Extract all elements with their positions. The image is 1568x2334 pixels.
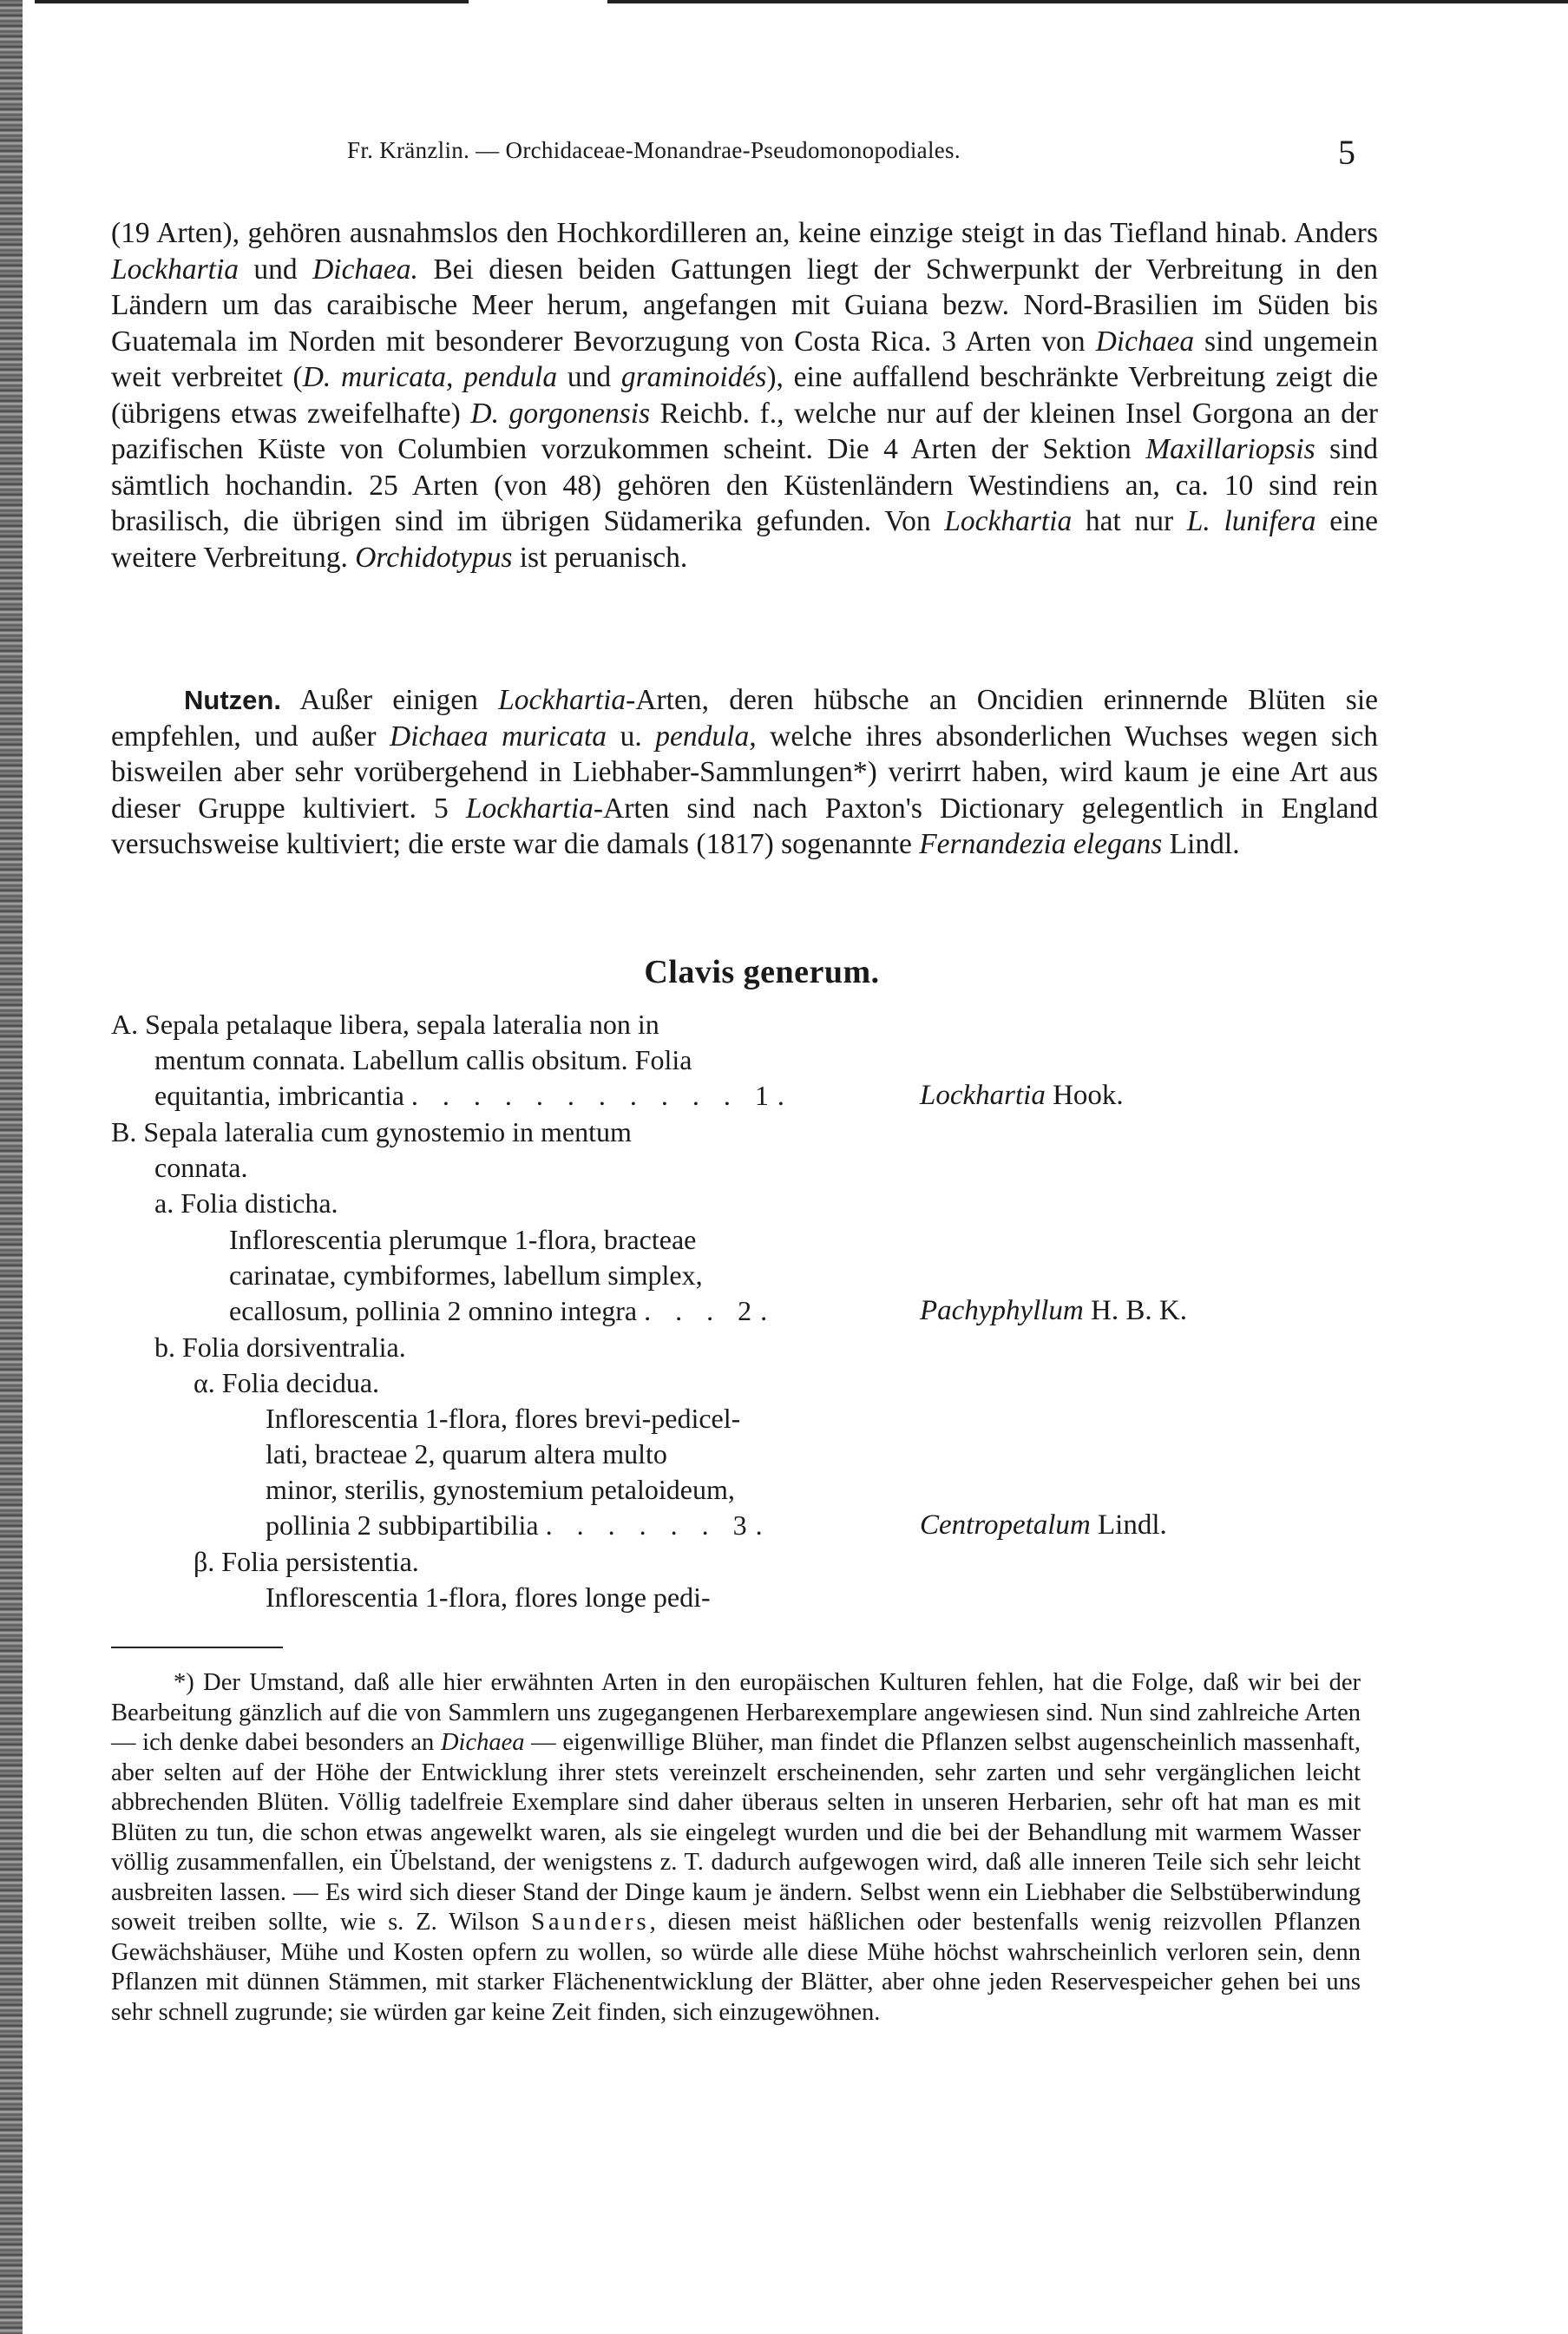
key-line: a. Folia disticha. bbox=[154, 1187, 338, 1219]
paragraph-nutzen: Nutzen. Außer einigen Lockhartia-Arten, deren hübsche an Oncidien erinnernde Blüten sie empfehlen, und außer Dichaea muricata u. pendula, welche ihres absonderlichen Wuchses wegen sich bisweilen aber sehr vorübergehend in Liebhaber-Sammlungen*) verirrt haben, wird kaum je eine Art aus dieser Gruppe kultiviert. 5 Lockhartia-Arten sind nach Paxton's Dictionary gelegentlich in England versuchsweise kultiviert; die erste war die damals (1817) sogenannte Fernandezia elegans Lindl. bbox=[111, 684, 1378, 860]
key-line: B. Sepala lateralia cum gynostemio in mentum bbox=[111, 1116, 632, 1147]
key-line: Inflorescentia 1-flora, flores longe pedi- bbox=[266, 1581, 711, 1613]
key-result: Centropetalum Lindl. bbox=[920, 1509, 1167, 1541]
paragraph-distribution: (19 Arten), gehören ausnahmslos den Hochkordilleren an, keine einzige steigt in das Tiefland hinab. Anders Lockhartia und Dichaea. Bei diesen beiden Gattungen liegt der Schwerpunkt der Verbreitung in den Ländern um das caraibische Meer herum, angefangen mit Guiana bezw. Nord-Brasilien im Süden bis Guatemala im Norden mit besonderer Bevorzugung von Costa Rica. 3 Arten von Dichaea sind ungemein weit verbreitet (D. muricata, pendula und graminoidés), eine auffallend beschränkte Verbreitung zeigt die (übrigens etwas zweifelhafte) D. gorgonensis Reichb. f., welche nur auf der kleinen Insel Gorgona an der pazifischen Küste von Columbien vorzukommen scheint. Die 4 Arten der Sektion Maxillariopsis sind sämtlich hochandin. 25 Arten (von 48) gehören den Küstenländern Westindiens an, ca. 10 sind rein brasilisch, die übrigen sind im übrigen Südamerika gefunden. Von Lockhartia hat nur L. lunifera eine weitere Verbreitung. Orchidotypus ist peruanisch. bbox=[111, 217, 1378, 574]
key-line: α. Folia decidua. bbox=[194, 1367, 380, 1398]
key-line: connata. bbox=[154, 1152, 248, 1183]
key-line: equitantia, imbricantia . . . . . . . . . . . 1. bbox=[154, 1080, 793, 1111]
key-result: Lockhartia Hook. bbox=[920, 1080, 1124, 1111]
section-title-clavis: Clavis generum. bbox=[644, 954, 880, 990]
key-line: Inflorescentia plerumque 1-flora, bracteae bbox=[229, 1224, 697, 1255]
running-header bbox=[111, 132, 1378, 175]
top-rule-left bbox=[35, 0, 469, 3]
key-line: lati, bracteae 2, quarum altera multo bbox=[266, 1438, 667, 1469]
top-rule-right bbox=[607, 0, 1568, 3]
leader-dots: . . . 2. bbox=[644, 1295, 777, 1326]
page-number: 5 bbox=[1338, 133, 1355, 172]
footnote-rule bbox=[111, 1647, 283, 1648]
key-line: minor, sterilis, gynostemium petaloideum, bbox=[266, 1474, 735, 1505]
running-title: Fr. Kränzlin. — Orchidaceae-Monandrae-Pseudomonopodiales. bbox=[347, 137, 961, 163]
footnote: *) Der Umstand, daß alle hier erwähnten Arten in den europäischen Kulturen fehlen, hat die Folge, daß wir bei der Bearbeitung gänzlich auf die von Sammlern uns zugegangenen Herbarexemplare angewiesen sind. Nun sind zahlreiche Arten — ich denke dabei besonders an Dichaea — eigenwillige Blüher, man findet die Pflanzen selbst augenscheinlich massenhaft, aber selten auf der Höhe der Entwicklung ihrer stets vereinzelt erscheinenden, sehr zarten und sehr vergänglichen leicht abbrechenden Blüten. Völlig tadelfreie Exemplare sind daher überaus selten in unseren Herbarien, sehr oft hat man es mit Blüten zu tun, die schon etwas angewelkt waren, als sie eingelegt wurden und die bei der Behandlung mit warmem Wasser völlig zusammenfallen, ein Übelstand, der wenigstens z. T. dadurch aufgewogen wird, daß alle inneren Teile sich sehr leicht ausbreiten lassen. — Es wird sich dieser Stand der Dinge kaum je ändern. Selbst wenn ein Liebhaber die Selbstüberwindung soweit treiben sollte, wie s. Z. Wilson Saunders, diesen meist häßlichen oder bestenfalls wenig reizvollen Pflanzen Gewächshäuser, Mühe und Kosten opfern zu wollen, so würde alle diese Mühe höchst wahrscheinlich verloren sein, denn Pflanzen mit dünnen Stämmen, mit starker Flächenentwicklung der Blätter, aber ohne jeden Reservespeicher gehen bei uns sehr schnell zugrunde; sie würden gar keine Zeit finden, sich einzugewöhnen. bbox=[111, 1669, 1361, 2026]
key-line: carinatae, cymbiformes, labellum simplex, bbox=[229, 1259, 703, 1291]
key-result: Pachyphyllum H. B. K. bbox=[920, 1295, 1187, 1326]
key-line: ecallosum, pollinia 2 omnino integra . . . 2. bbox=[229, 1295, 777, 1326]
runin-heading: Nutzen. bbox=[184, 685, 281, 715]
key-line: Inflorescentia 1-flora, flores brevi-pedicel- bbox=[266, 1403, 741, 1434]
scan-edge bbox=[0, 0, 23, 2334]
leader-dots: . . . . . . . . . . . 1. bbox=[410, 1080, 793, 1111]
key-line: A. Sepala petalaque libera, sepala lateralia non in bbox=[111, 1009, 659, 1040]
key-line: pollinia 2 subbipartibilia . . . . . . 3. bbox=[266, 1509, 771, 1541]
key-line: β. Folia persistentia. bbox=[194, 1546, 419, 1577]
key-line: b. Folia dorsiventralia. bbox=[154, 1331, 406, 1363]
leader-dots: . . . . . . 3. bbox=[545, 1509, 771, 1541]
key-line: mentum connata. Labellum callis obsitum. Folia bbox=[154, 1044, 692, 1075]
spaced-name: Saunders bbox=[531, 1909, 650, 1936]
